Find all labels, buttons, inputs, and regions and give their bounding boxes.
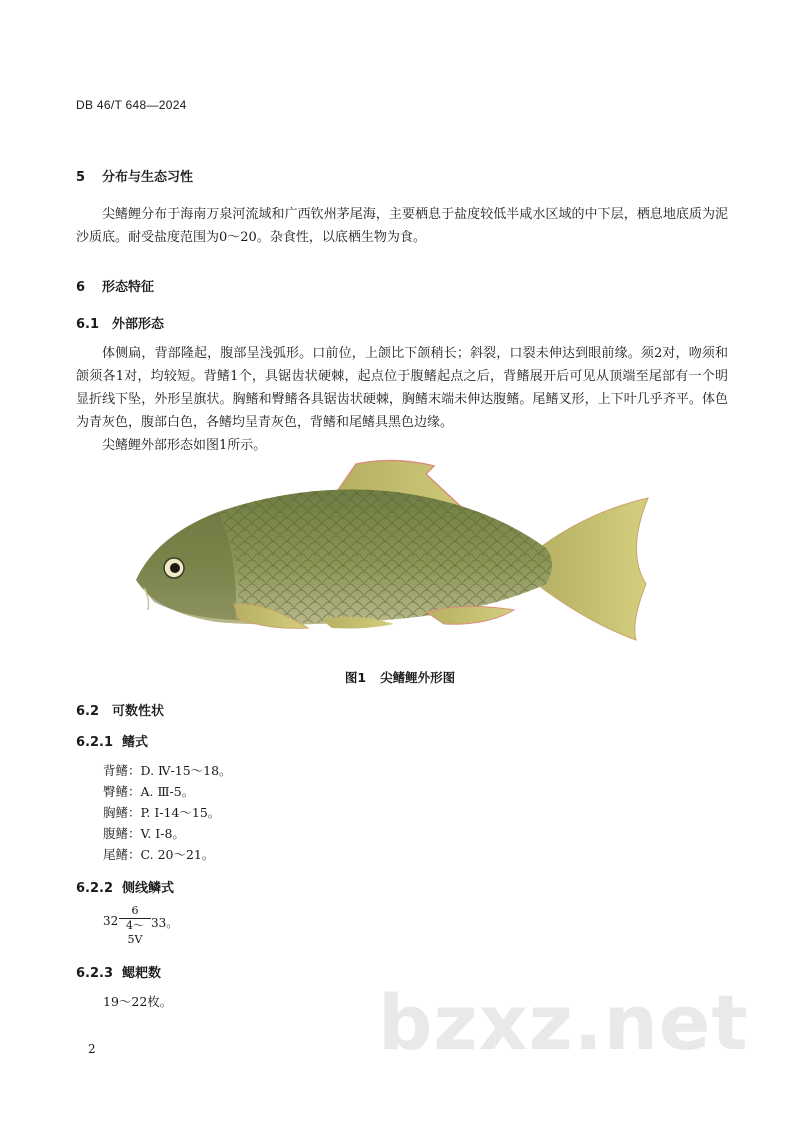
formula-right: 33。 — [151, 916, 179, 930]
paragraph-text: 尖鳍鲤分布于海南万泉河流域和广西钦州茅尾海，主要栖息于盐度较低半咸水区域的中下层，栖息地底质为泥沙质底。耐受盐度范围为0～20。杂食性，以底栖生物为食。 — [76, 207, 728, 245]
section-title: 外部形态 — [112, 317, 165, 332]
list-item: 背鳍：D. Ⅳ-15～18。 — [103, 763, 232, 778]
section-number: 6.1 — [76, 317, 100, 332]
section-6-2-heading — [76, 700, 164, 719]
list-item: 胸鳍：P. Ⅰ-14～15。 — [103, 805, 221, 820]
formula-left: 32 — [103, 914, 119, 928]
formula-denominator: 4～5V — [126, 919, 144, 946]
section-number: 5 — [76, 170, 86, 185]
paragraph-text: 尖鳍鲤外部形态如图1所示。 — [102, 438, 267, 453]
section-number: 6.2.2 — [76, 881, 114, 896]
section-6-1-heading — [76, 313, 164, 332]
list-item: 尾鳍：C. 20～21。 — [103, 847, 215, 862]
document-code: DB 46/T 648—2024 — [76, 98, 187, 112]
section-title: 鳃耙数 — [122, 966, 162, 981]
list-item: 腹鳍：V. Ⅰ-8。 — [103, 826, 185, 841]
paragraph-text: 体侧扁，背部隆起，腹部呈浅弧形。口前位，上颌比下颌稍长；斜裂，口裂未伸达到眼前缘。须2对，吻须和颌须各1对，均较短。背鳍1个，具锯齿状硬棘，起点位于腹鳍起点之后，背鳍展开后可见从顶端至尾部有一个明显折线下坠，外形呈旗状。胸鳍和臀鳍各具锯齿状硬棘，胸鳍末端未伸达腹鳍。尾鳍叉形，上下叶几乎齐平。体色为青灰色，腹部白色，各鳍均呈青灰色，背鳍和尾鳍具黑色边缘。 — [76, 346, 728, 430]
figure-caption — [0, 668, 800, 686]
section-number: 6.2.3 — [76, 966, 114, 981]
list-item: 臀鳍：A. Ⅲ-5。 — [103, 784, 195, 799]
section-6-1-paragraph — [76, 342, 728, 457]
section-number: 6.2.1 — [76, 735, 114, 750]
formula-numerator: 6 — [131, 904, 139, 917]
section-5-heading — [76, 166, 193, 185]
section-6-2-1-heading — [76, 731, 148, 750]
section-title: 鳍式 — [122, 735, 149, 750]
page-number: 2 — [88, 1042, 96, 1056]
section-title: 可数性状 — [112, 704, 165, 719]
section-6-2-2-heading — [76, 877, 174, 896]
section-number: 6.2 — [76, 704, 100, 719]
section-6-heading — [76, 276, 154, 295]
section-title: 分布与生态习性 — [102, 170, 194, 185]
fin-formula-list — [103, 760, 232, 865]
section-title: 侧线鳞式 — [122, 881, 175, 896]
gill-raker-count: 19～22枚。 — [103, 994, 173, 1009]
fish-illustration-icon — [126, 452, 658, 648]
formula-fraction — [119, 904, 151, 947]
section-6-2-3-heading — [76, 962, 161, 981]
section-title: 形态特征 — [102, 280, 155, 295]
section-number: 6 — [76, 280, 86, 295]
figure-title: 尖鳍鲤外形图 — [380, 670, 456, 685]
watermark: bzxz.net — [378, 978, 749, 1067]
figure-label: 图1 — [344, 670, 367, 685]
section-5-paragraph — [76, 203, 728, 249]
